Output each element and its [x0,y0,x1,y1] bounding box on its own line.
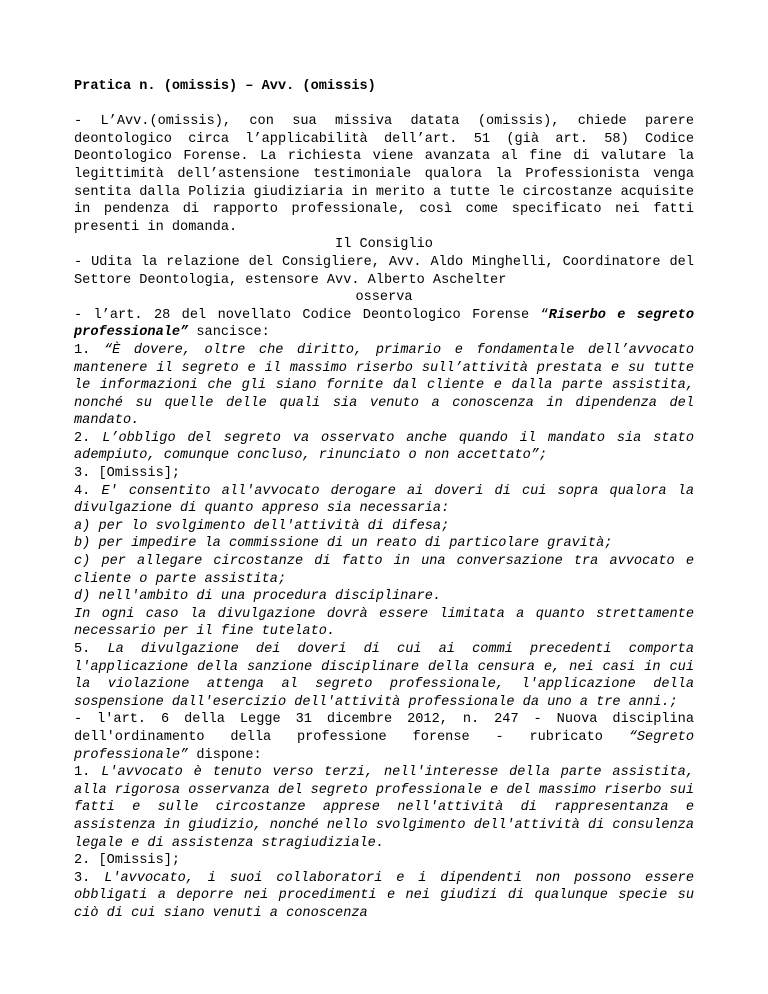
art28-comma-1 [74,342,694,430]
il-consiglio-heading: Il Consiglio [335,237,433,253]
art28-comma-4-b: b) per impedire la commissione di un reato di particolare gravità; [74,536,613,552]
art28-comma-4-limit: In ogni caso la divulgazione dovrà essere limitata a quanto strettamente necessario per il fine tutelato. [74,606,694,640]
comma-number: 1. [74,342,104,358]
art28-comma-4-c: c) per allegare circostanze di fatto in una conversazione tra avvocato e cliente o parte assistita; [74,554,694,587]
comma-text: La divulgazione dei doveri di cui ai commi precedenti comporta l'applicazione della sanzione disciplinare della censura e, nei casi in cui la violazione attenga al segreto professionale, l'applicazione della sospensione dall'esercizio dell'attività professionale da uno a tre anni.; [74,642,694,710]
art6-title: “Segreto professionale” [74,729,694,763]
art6-prefix: - l'art. 6 della Legge 31 dicembre 2012, n. 247 - Nuova disciplina dell'ordinamento della professione forense - rubricato [74,712,694,745]
art6-comma-1 [74,764,694,852]
art28-comma-4-a: a) per lo svolgimento dell'attività di difesa; [74,518,450,534]
comma-text: “È dovere, oltre che diritto, primario e fondamentale dell’avvocato mantenere il segreto e il massimo riserbo sull’attività prestata e su tutte le informazioni che gli siano fornite dal cliente e dalla parte assistita, nonché su quelle delle quali sia venuto a conoscenza in dipendenza del mandato. [74,342,694,429]
art28-comma-3: 3. [Omissis]; [74,466,181,482]
comma-text: L'avvocato, i suoi collaboratori e i dipendenti non possono essere obbligati a deporre nei procedimenti e nei giudizi di qualunque specie su ciò di cui siano venuti a conoscenza [74,870,694,921]
udita-paragraph: - Udita la relazione del Consigliere, Avv. Aldo Minghelli, Coordinatore del Settore Deontologia, estensore Avv. Alberto Aschelter [74,254,694,288]
art6-intro [74,711,694,764]
art6-comma-3 [74,870,694,923]
comma-text: E' consentito all'avvocato derogare ai doveri di cui sopra qualora la divulgazione di quanto appreso sia necessaria: [74,483,694,517]
comma-text: L'avvocato è tenuto verso terzi, nell'interesse della parte assistita, alla rigorosa osservanza del segreto professionale e del massimo riserbo sui fatti e sulle circostanze apprese nell'attività di rappresentanza e assistenza in giudizio, nonché nello svolgimento dell'attività di consulenza legale e di assistenza stragiudiziale. [74,765,694,851]
art28-intro [74,307,694,342]
art28-prefix: - l’art. 28 del novellato Codice Deontologico Forense “ [74,307,549,323]
art28-suffix: sancisce: [188,325,270,341]
intro-paragraph: - L’Avv.(omissis), con sua missiva datata (omissis), chiede parere deontologico circa l’applicabilità dell’art. 51 (già art. 58) Codice Deontologico Forense. La richiesta viene avanzata al fine di valutare la legittimità dell’astensione testimoniale qualora la Professionista venga sentita dalla Polizia giudiziaria in merito a tutte le circostanze acquisite in pendenza di rapporto professionale, così come specificato nei fatti presenti in domanda. [74,114,694,235]
comma-number: 4. [74,483,102,499]
comma-number: 1. [74,765,102,781]
document-title: Pratica n. (omissis) – Avv. (omissis) [74,79,376,94]
art28-comma-2 [74,430,694,465]
art28-comma-5 [74,641,694,711]
art28-comma-4-d: d) nell'ambito di una procedura disciplinare. [74,589,442,605]
document-page [74,78,694,923]
comma-number: 2. [74,430,103,446]
comma-number: 5. [74,642,108,657]
comma-text: L’obbligo del segreto va osservato anche quando il mandato sia stato adempiuto, comunque concluso, rinunciato o non accettato”; [74,430,694,464]
art6-suffix: dispone: [188,747,262,763]
comma-number: 3. [74,870,105,886]
art28-comma-4 [74,483,694,518]
art28-title: Riserbo e segreto professionale” [74,307,694,341]
art6-comma-2: 2. [Omissis]; [74,853,181,869]
osserva-heading: osserva [355,290,413,306]
